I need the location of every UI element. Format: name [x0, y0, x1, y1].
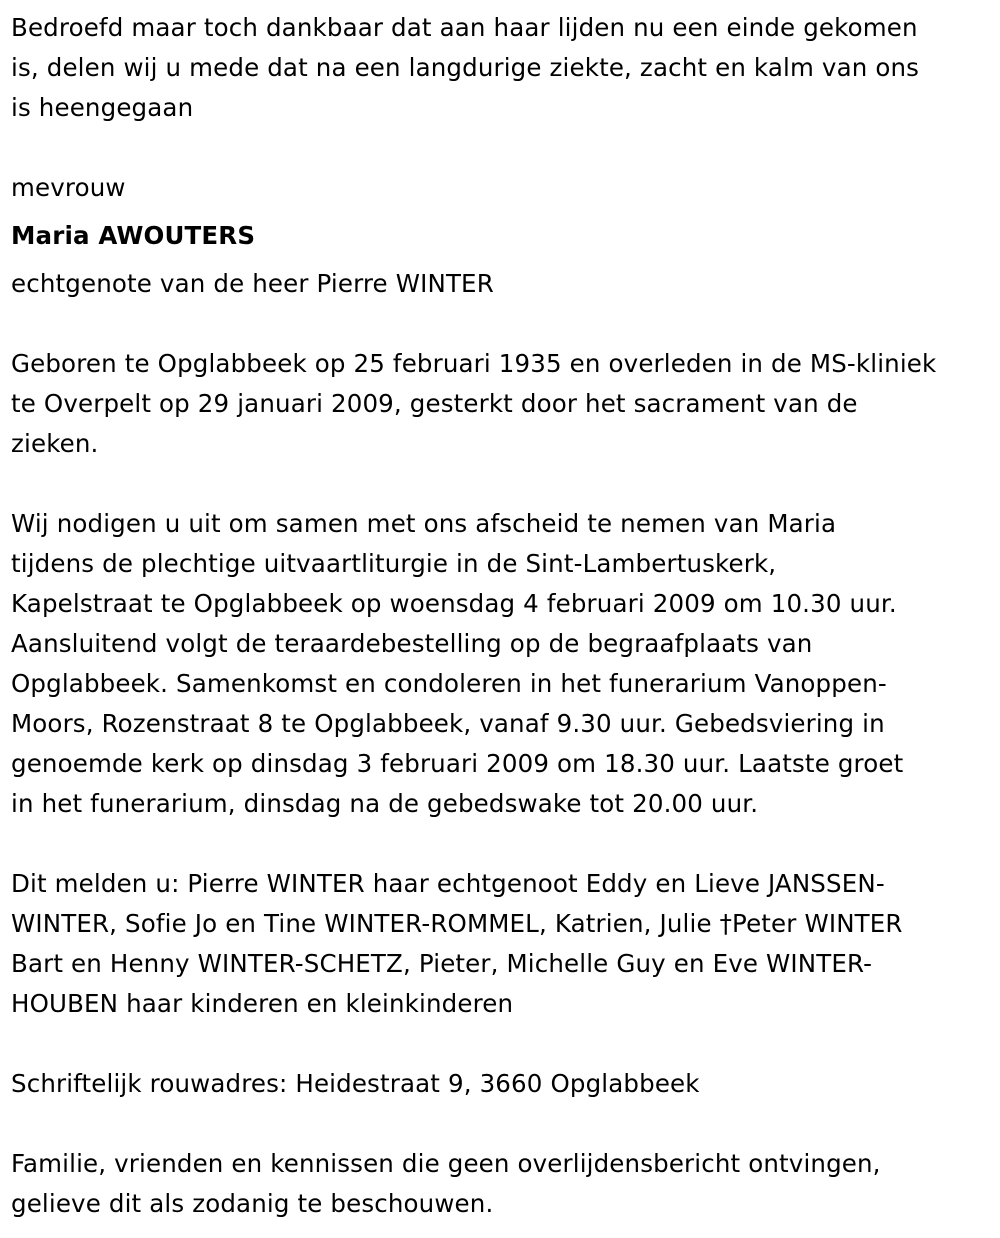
obituary-document	[11, 8, 993, 1224]
title-prefix: mevrouw	[11, 173, 126, 202]
spacer	[11, 1104, 993, 1144]
spacer	[11, 464, 993, 504]
closing-paragraph: Familie, vrienden en kennissen die geen overlijdensbericht ontvingen, gelieve dit als zodanig te beschouwen.	[11, 1149, 881, 1218]
intro-paragraph: Bedroefd maar toch dankbaar dat aan haar lijden nu een einde gekomen is, delen wij u mede dat na een langdurige ziekte, zacht en kalm van ons is heengegaan	[11, 13, 920, 122]
spacer	[11, 208, 993, 216]
spacer	[11, 1024, 993, 1064]
deceased-name: Maria AWOUTERS	[11, 221, 256, 250]
spacer	[11, 128, 993, 168]
spacer	[11, 304, 993, 344]
family-paragraph: Dit melden u: Pierre WINTER haar echtgenoot Eddy en Lieve JANSSEN- WINTER, Sofie Jo en Tine WINTER-ROMMEL, Katrien, Julie †Peter WINTER Bart en Henny WINTER-SCHETZ, Pieter, Michelle Guy en Eve WINTER- HOUBEN haar kinderen en kleinkinderen	[11, 869, 903, 1018]
spouse-line: echtgenote van de heer Pierre WINTER	[11, 269, 494, 298]
address-paragraph: Schriftelijk rouwadres: Heidestraat 9, 3660 Opglabbeek	[11, 1069, 700, 1098]
birth-death-paragraph: Geboren te Opglabbeek op 25 februari 1935 en overleden in de MS-kliniek te Overpelt op 29 januari 2009, gesterkt door het sacrament van de zieken.	[11, 349, 937, 458]
invitation-paragraph: Wij nodigen u uit om samen met ons afscheid te nemen van Maria tijdens de plechtige uitvaartliturgie in de Sint-Lambertuskerk, Kapelstraat te Opglabbeek op woensdag 4 februari 2009 om 10.30 uur. Aansluitend volgt de teraardebestelling op de begraafplaats van Opglabbeek. Samenkomst en condoleren in het funerarium Vanoppen- Moors, Rozenstraat 8 te Opglabbeek, vanaf 9.30 uur. Gebedsviering in genoemde kerk op dinsdag 3 februari 2009 om 18.30 uur. Laatste groet in het funerarium, dinsdag na de gebedswake tot 20.00 uur.	[11, 509, 904, 818]
spacer	[11, 824, 993, 864]
spacer	[11, 256, 993, 264]
